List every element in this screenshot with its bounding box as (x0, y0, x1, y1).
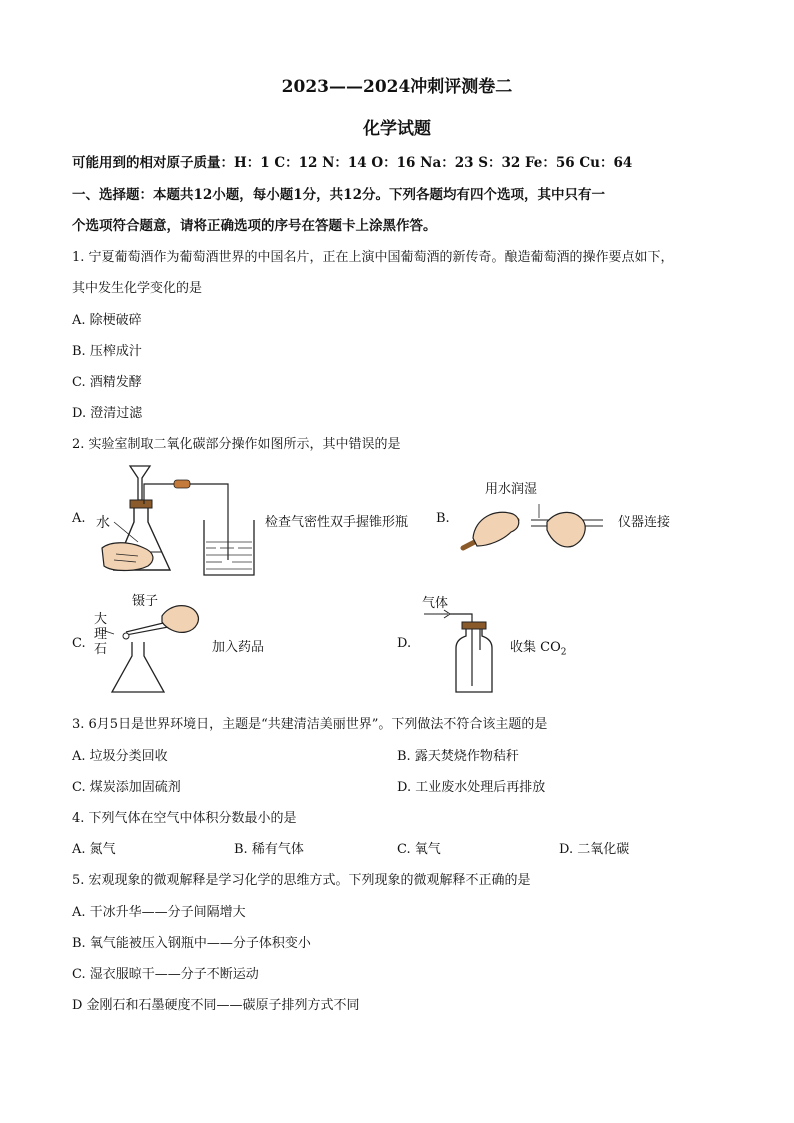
q2-a-caption: 检查气密性双手握锥形瓶 (265, 515, 409, 530)
q2-d-figure (420, 592, 500, 696)
q2-c-marble-2: 理 (94, 627, 108, 642)
q2-c-caption: 加入药品 (212, 640, 265, 655)
q5-option-d: D 金刚石和石墨硬度不同——碳原子排列方式不同 (72, 998, 360, 1013)
q4-option-d: D. 二氧化碳 (559, 842, 630, 857)
q1-option-d: D. 澄清过滤 (72, 406, 143, 421)
exam-title: 2023——2024冲刺评测卷二 (281, 77, 513, 97)
q2-a-figure (92, 460, 257, 580)
q4-option-c: C. 氧气 (397, 842, 441, 857)
q3-option-a: A. 垃圾分类回收 (72, 749, 168, 764)
q3-option-b: B. 露天焚烧作物秸秆 (397, 749, 519, 764)
q5-option-b: B. 氧气能被压入钢瓶中——分子体积变小 (72, 936, 311, 951)
q2-c-marble-1: 大 (94, 612, 108, 627)
q1-stem-line1: 1. 宁夏葡萄酒作为葡萄酒世界的中国名片，正在上演中国葡萄酒的新传奇。酿造葡萄酒的操作要点如下， (72, 250, 674, 265)
section1-line1: 一、选择题：本题共12小题，每小题1分，共12分。下列各题均有四个选项，其中只有一 (72, 187, 605, 203)
q2-stem: 2. 实验室制取二氧化碳部分操作如图所示，其中错误的是 (72, 437, 401, 452)
q2-c-tweezers-label: 镊子 (132, 594, 159, 609)
q2-d-caption (510, 636, 566, 658)
q2-b-wet-label: 用水润湿 (485, 482, 538, 497)
q2-c-marble-3: 石 (94, 642, 108, 657)
q3-stem: 3. 6月5日是世界环境日，主题是“共建清洁美丽世界”。下列做法不符合该主题的是 (72, 717, 548, 732)
q2-a-water-label: 水 (96, 515, 110, 531)
q2-d-letter: D. (397, 636, 412, 651)
q5-option-c: C. 湿衣服晾干——分子不断运动 (72, 967, 259, 982)
q2-b-caption: 仪器连接 (618, 515, 671, 530)
q2-b-letter: B. (436, 511, 450, 526)
section1-line2: 个选项符合题意，请将正确选项的序号在答题卡上涂黑作答。 (72, 218, 437, 234)
q2-d-caption-sub: 2 (560, 647, 567, 658)
q1-option-c: C. 酒精发酵 (72, 375, 142, 390)
atomic-masses: 可能用到的相对原子质量：H：1 C：12 N：14 O：16 Na：23 S：32 Fe：56 Cu：64 (72, 155, 633, 171)
q2-d-gas-label: 气体 (422, 596, 449, 611)
exam-subtitle: 化学试题 (363, 119, 431, 139)
q4-stem: 4. 下列气体在空气中体积分数最小的是 (72, 811, 297, 826)
q5-stem: 5. 宏观现象的微观解释是学习化学的思维方式。下列现象的微观解释不正确的是 (72, 873, 531, 888)
q4-option-a: A. 氮气 (72, 842, 116, 857)
q1-option-a: A. 除梗破碎 (72, 313, 142, 328)
q2-c-letter: C. (72, 636, 86, 651)
q2-b-figure (455, 474, 605, 554)
q2-c-figure (92, 590, 202, 698)
q5-option-a: A. 干冰升华——分子间隔增大 (72, 905, 246, 920)
q1-option-b: B. 压榨成汁 (72, 344, 142, 359)
q2-d-caption-text: 收集 CO (510, 640, 561, 655)
q3-option-d: D. 工业废水处理后再排放 (397, 780, 546, 795)
q2-a-letter: A. (72, 511, 86, 526)
q1-stem-line2: 其中发生化学变化的是 (72, 281, 203, 296)
q4-option-b: B. 稀有气体 (234, 842, 304, 857)
q3-option-c: C. 煤炭添加固硫剂 (72, 780, 181, 795)
